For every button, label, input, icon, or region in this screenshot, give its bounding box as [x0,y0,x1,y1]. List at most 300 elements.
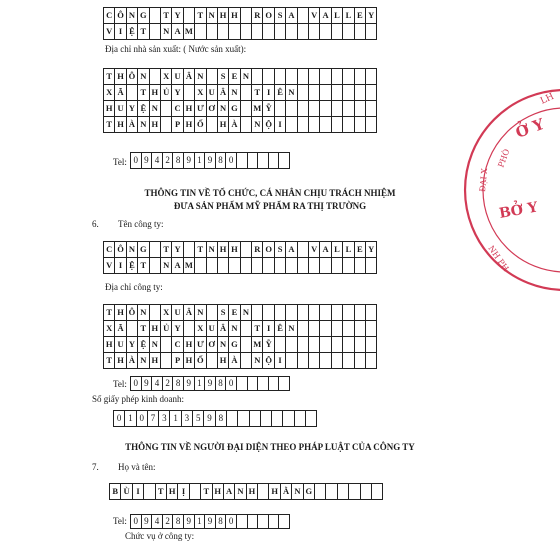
representative-name-grid [109,483,383,500]
grid-cell: X [160,69,171,85]
grid-cell: L [331,8,342,24]
grid-cell [320,337,331,353]
grid-cell [343,69,354,85]
grid-cell: Ằ [280,484,291,500]
grid-cell [286,117,297,133]
grid-cell: 9 [183,515,194,529]
grid-cell [183,85,194,101]
grid-cell: E [354,242,365,258]
grid-cell [286,337,297,353]
grid-cell [365,337,376,353]
grid-cell: N [160,258,171,274]
grid-cell: U [206,85,217,101]
official-seal-stamp [430,80,560,300]
grid-cell [189,484,200,500]
grid-cell: Y [126,337,137,353]
grid-cell [240,242,251,258]
grid-cell [229,24,240,40]
grid-cell [331,353,342,369]
grid-cell: C [172,101,183,117]
grid-cell [297,242,308,258]
grid-cell [320,305,331,321]
grid-cell: A [172,24,183,40]
grid-cell: T [201,484,212,500]
grid-cell: 2 [162,153,173,169]
grid-cell: Y [365,242,376,258]
grid-cell: Ệ [126,24,137,40]
grid-cell [297,24,308,40]
grid-cell: T [104,305,115,321]
grid-cell: 9 [183,377,194,391]
grid-cell: X [160,305,171,321]
grid-cell [297,321,308,337]
grid-cell: B [110,484,121,500]
manufacturer-address-label: Địa chỉ nhà sản xuất: ( Nước sản xuất): [105,44,247,54]
grid-cell: I [132,484,143,500]
grid-cell: H [149,85,160,101]
grid-cell: X [195,85,206,101]
grid-cell: Ị [178,484,189,500]
company-name-grid [103,241,377,274]
grid-cell [240,24,251,40]
grid-cell: I [115,24,126,40]
grid-cell: L [343,242,354,258]
grid-cell [365,101,376,117]
grid-cell: S [217,305,228,321]
grid-cell [240,321,251,337]
grid-cell: N [138,117,149,133]
section-representative-heading: THÔNG TIN VỀ NGƯỜI ĐẠI DIỆN THEO PHÁP LUẬT CỦA CÔNG TY [125,442,415,452]
grid-cell: N [217,337,228,353]
grid-cell [354,321,365,337]
grid-cell [126,85,137,101]
grid-cell [365,321,376,337]
grid-cell: L [343,8,354,24]
grid-cell [149,69,160,85]
grid-row [104,85,377,101]
company-address-label: Địa chỉ công ty: [105,282,163,292]
grid-cell [240,353,251,369]
grid-cell: Ã [115,321,126,337]
grid-cell: Ù [121,484,132,500]
grid-cell [354,85,365,101]
grid-cell [354,337,365,353]
grid-cell: N [160,24,171,40]
grid-cell: Ủ [160,85,171,101]
grid-cell: I [263,321,274,337]
grid-cell [183,8,194,24]
grid-cell [252,69,263,85]
grid-cell [206,353,217,369]
grid-cell [309,305,320,321]
grid-cell [160,117,171,133]
business-license-grid [113,410,317,427]
grid-cell [217,258,228,274]
grid-cell [331,24,342,40]
grid-cell: E [229,305,240,321]
grid-cell: Â [217,85,228,101]
grid-cell [309,24,320,40]
grid-cell: V [309,8,320,24]
grid-cell: N [229,85,240,101]
grid-cell: 1 [170,411,181,427]
grid-cell [343,353,354,369]
grid-cell [258,377,269,391]
company-address-grid [103,304,377,369]
grid-row [104,337,377,353]
grid-cell: H [229,8,240,24]
grid-cell: 9 [141,377,152,391]
grid-cell [240,101,251,117]
grid-cell [240,8,251,24]
company-tel-label: Tel: [113,379,127,389]
grid-cell [343,321,354,337]
grid-row [104,24,377,40]
grid-cell: H [115,353,126,369]
grid-cell: N [286,85,297,101]
grid-cell: T [138,258,149,274]
grid-cell [206,305,217,321]
grid-cell [286,101,297,117]
grid-cell [286,305,297,321]
grid-cell: 4 [152,515,163,529]
grid-cell: M [183,258,194,274]
grid-cell [149,258,160,274]
grid-cell: À [229,117,240,133]
grid-cell: 8 [215,411,226,427]
grid-row [131,153,290,169]
grid-cell: Y [365,8,376,24]
grid-row [104,258,377,274]
grid-cell [331,85,342,101]
grid-cell [229,258,240,274]
grid-cell [309,337,320,353]
grid-cell [206,117,217,133]
grid-cell [217,24,228,40]
grid-cell: Ã [115,85,126,101]
grid-cell: 8 [215,377,226,391]
grid-cell [274,337,285,353]
grid-cell [240,117,251,133]
grid-cell [274,101,285,117]
grid-cell: O [263,242,274,258]
seal-text-fragment: LH [539,91,556,107]
grid-row [131,377,290,391]
grid-cell: T [160,8,171,24]
grid-row [104,69,377,85]
grid-cell: T [195,242,206,258]
grid-cell [272,411,283,427]
grid-cell: T [195,8,206,24]
grid-cell [337,484,348,500]
grid-cell [331,101,342,117]
grid-cell [297,353,308,369]
grid-cell: G [138,242,149,258]
grid-cell: Y [126,101,137,117]
business-license-label: Số giấy phép kinh doanh: [92,394,184,404]
grid-row [131,515,290,529]
grid-cell: 5 [193,411,204,427]
grid-cell [365,305,376,321]
grid-cell: Ê [274,85,285,101]
grid-cell [249,411,260,427]
grid-cell: H [183,337,194,353]
grid-cell: Â [183,69,194,85]
grid-cell: H [149,353,160,369]
grid-cell: 3 [159,411,170,427]
grid-cell [286,353,297,369]
grid-cell: N [149,101,160,117]
grid-cell: Ê [274,321,285,337]
grid-cell: N [195,305,206,321]
grid-cell: Ô [126,305,137,321]
grid-cell [279,153,290,169]
grid-cell [320,258,331,274]
grid-cell: V [309,242,320,258]
grid-cell: S [217,69,228,85]
grid-cell [343,24,354,40]
grid-cell: G [303,484,314,500]
grid-cell [320,321,331,337]
grid-cell [149,24,160,40]
representative-tel-label: Tel: [113,516,127,526]
grid-cell: N [126,8,137,24]
grid-cell: A [286,242,297,258]
grid-cell: V [104,24,115,40]
grid-cell: N [252,117,263,133]
grid-cell: G [229,337,240,353]
grid-cell: R [252,242,263,258]
grid-cell: T [104,353,115,369]
grid-cell [258,153,269,169]
grid-cell: Ủ [160,321,171,337]
representative-position-label: Chức vụ ở công ty: [125,531,195,541]
grid-cell: H [166,484,177,500]
grid-cell [297,85,308,101]
grid-cell: I [274,353,285,369]
grid-cell [183,321,194,337]
grid-cell: I [115,258,126,274]
grid-cell: N [138,69,149,85]
grid-cell [306,411,317,427]
grid-cell: T [252,85,263,101]
grid-cell [354,258,365,274]
grid-cell: O [263,8,274,24]
grid-cell [258,484,269,500]
grid-row [104,101,377,117]
grid-cell: Ơ [206,337,217,353]
grid-cell [331,305,342,321]
seal-text-fragment: Ở Y [513,114,547,142]
grid-cell [331,321,342,337]
grid-cell: A [320,8,331,24]
grid-cell [315,484,326,500]
grid-cell [354,353,365,369]
grid-cell [252,258,263,274]
grid-cell [365,24,376,40]
grid-cell: H [229,242,240,258]
grid-cell: 0 [226,153,237,169]
grid-cell: 0 [114,411,125,427]
grid-cell [268,153,279,169]
grid-cell: Ô [115,242,126,258]
grid-cell: H [115,117,126,133]
grid-cell: 0 [226,377,237,391]
grid-cell: Ô [126,69,137,85]
grid-cell [343,305,354,321]
grid-cell: H [217,8,228,24]
grid-cell: N [292,484,303,500]
grid-cell: E [354,8,365,24]
grid-cell [354,117,365,133]
grid-cell: P [172,117,183,133]
grid-cell: H [269,484,280,500]
grid-cell: 0 [136,411,147,427]
grid-cell: N [195,69,206,85]
grid-cell: U [172,69,183,85]
grid-cell: X [104,321,115,337]
grid-cell: 9 [205,377,216,391]
grid-cell [279,515,290,529]
grid-cell: 8 [215,153,226,169]
grid-cell: H [183,353,194,369]
grid-cell [320,85,331,101]
grid-cell [240,337,251,353]
grid-cell [343,337,354,353]
grid-cell: H [217,353,228,369]
grid-cell: 9 [141,515,152,529]
grid-cell [354,101,365,117]
grid-cell: H [217,242,228,258]
grid-cell [365,69,376,85]
grid-cell: 2 [162,515,173,529]
grid-cell [149,305,160,321]
grid-cell [309,353,320,369]
grid-cell: C [104,8,115,24]
grid-cell: M [252,101,263,117]
grid-cell: N [252,353,263,369]
grid-cell: N [217,101,228,117]
grid-cell: T [138,321,149,337]
grid-cell [286,69,297,85]
grid-cell: Ệ [138,337,149,353]
grid-cell [226,411,237,427]
grid-cell: N [138,353,149,369]
grid-cell: N [138,305,149,321]
grid-cell [365,258,376,274]
grid-cell: S [274,242,285,258]
representative-name-label: Họ và tên: [118,462,156,472]
grid-cell [263,69,274,85]
grid-cell [365,117,376,133]
grid-cell [331,337,342,353]
grid-cell: L [331,242,342,258]
item-number-6: 6. [92,219,99,229]
grid-cell [268,377,279,391]
grid-cell: I [263,85,274,101]
grid-cell: X [104,85,115,101]
grid-cell [320,353,331,369]
grid-cell [309,85,320,101]
grid-cell: Ệ [138,101,149,117]
manufacturer-address-grid [103,68,377,133]
grid-cell: Ệ [126,258,137,274]
grid-cell: P [172,353,183,369]
grid-cell [236,377,247,391]
grid-cell [240,258,251,274]
grid-cell [297,117,308,133]
grid-cell: 8 [173,153,184,169]
grid-cell [286,258,297,274]
grid-cell: 0 [131,377,142,391]
grid-cell [252,24,263,40]
section-responsible-heading-line2: ĐƯA SẢN PHẨM MỸ PHẨM RA THỊ TRƯỜNG [173,201,367,211]
grid-cell: M [183,24,194,40]
seal-text-fragment: NH PH [486,243,511,273]
grid-cell [320,117,331,133]
grid-cell: Y [172,321,183,337]
seal-text-fragment: BỞ Y [497,199,540,222]
grid-cell: A [223,484,234,500]
grid-cell [274,24,285,40]
grid-cell: A [172,258,183,274]
grid-cell: N [206,242,217,258]
grid-cell: 1 [194,515,205,529]
grid-cell: 8 [215,515,226,529]
grid-cell: H [149,117,160,133]
grid-cell [343,258,354,274]
grid-cell: 4 [152,377,163,391]
grid-cell: A [286,8,297,24]
grid-row [114,411,317,427]
grid-cell [294,411,305,427]
grid-cell: 0 [131,153,142,169]
grid-cell: E [229,69,240,85]
grid-cell [268,515,279,529]
grid-cell: 9 [205,153,216,169]
grid-cell: M [252,337,263,353]
grid-cell [206,258,217,274]
grid-cell: C [172,337,183,353]
grid-cell [195,24,206,40]
grid-cell [206,69,217,85]
grid-cell [297,337,308,353]
grid-cell [326,484,337,500]
manufacturer-name-grid [103,7,377,40]
grid-cell: H [183,101,194,117]
grid-cell [263,305,274,321]
grid-cell: Ư [195,337,206,353]
grid-cell: R [252,8,263,24]
grid-cell: 9 [183,153,194,169]
grid-cell [320,101,331,117]
grid-row [104,305,377,321]
grid-row [104,353,377,369]
grid-cell: 2 [162,377,173,391]
grid-cell: 1 [125,411,136,427]
grid-cell: N [126,242,137,258]
grid-cell [354,305,365,321]
grid-cell: H [104,337,115,353]
grid-cell: Ố [195,353,206,369]
grid-cell [297,8,308,24]
manufacturer-tel-label: Tel: [113,157,127,167]
grid-cell: X [195,321,206,337]
grid-cell: Â [183,305,194,321]
grid-cell: T [138,85,149,101]
grid-cell [343,85,354,101]
grid-cell [360,484,371,500]
